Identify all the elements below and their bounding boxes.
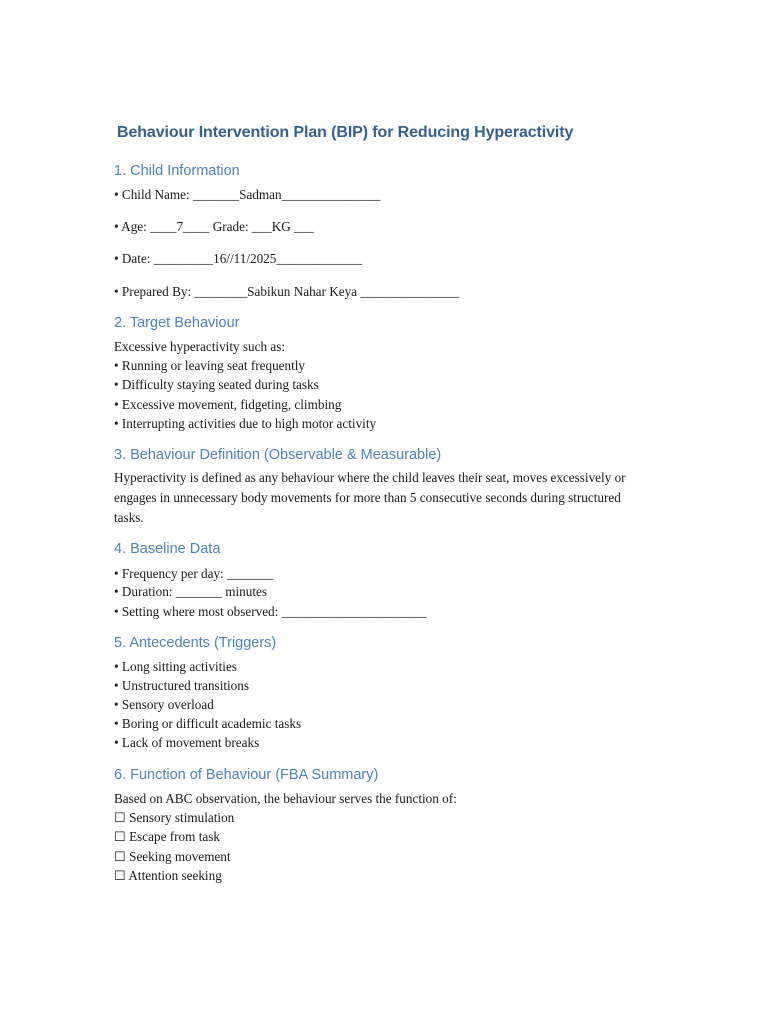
baseline-item: • Duration: _______ minutes (114, 584, 267, 599)
section-heading-child-information: 1. Child Information (114, 163, 240, 179)
prepared-by-line: • Prepared By: ________Sabikun Nahar Keya _______________ (114, 284, 460, 299)
target-behaviour-intro: Excessive hyperactivity such as: (114, 339, 286, 354)
function-checkbox-item[interactable]: ☐ Sensory stimulation (114, 810, 235, 825)
function-checkbox-item[interactable]: ☐ Seeking movement (114, 849, 231, 864)
function-checkbox-item[interactable]: ☐ Attention seeking (114, 868, 222, 883)
antecedent-item: • Unstructured transitions (114, 678, 250, 693)
target-behaviour-item: • Excessive movement, fidgeting, climbing (114, 397, 342, 412)
child-name-line: • Child Name: _______Sadman_______________ (114, 187, 381, 202)
target-behaviour-item: • Interrupting activities due to high motor activity (114, 416, 377, 431)
antecedent-item: • Sensory overload (114, 697, 214, 712)
antecedent-item: • Lack of movement breaks (114, 735, 260, 750)
section-heading-behaviour-definition: 3. Behaviour Definition (Observable & Measurable) (114, 447, 442, 463)
date-line: • Date: _________16//11/2025_____________ (114, 251, 363, 266)
baseline-item: • Frequency per day: _______ (114, 566, 274, 581)
target-behaviour-item: • Difficulty staying seated during tasks (114, 377, 319, 392)
target-behaviour-item: • Running or leaving seat frequently (114, 358, 306, 373)
function-intro: Based on ABC observation, the behaviour serves the function of: (114, 791, 457, 806)
antecedent-item: • Boring or difficult academic tasks (114, 716, 302, 731)
section-heading-function-of-behaviour: 6. Function of Behaviour (FBA Summary) (114, 767, 379, 783)
section-heading-antecedents: 5. Antecedents (Triggers) (114, 635, 277, 651)
section-heading-baseline-data: 4. Baseline Data (114, 541, 221, 557)
section-heading-target-behaviour: 2. Target Behaviour (114, 315, 240, 331)
document-title: Behaviour Intervention Plan (BIP) for Reducing Hyperactivity (117, 124, 574, 141)
baseline-item: • Setting where most observed: ______________________ (114, 604, 427, 619)
behaviour-definition-text: Hyperactivity is defined as any behaviour where the child leaves their seat, moves excessively or engages in unnecessary body movements for more than 5 consecutive seconds during structured tasks. (114, 470, 626, 525)
age-grade-line: • Age: ____7____ Grade: ___KG ___ (114, 219, 314, 234)
function-checkbox-item[interactable]: ☐ Escape from task (114, 829, 220, 844)
antecedent-item: • Long sitting activities (114, 659, 237, 674)
